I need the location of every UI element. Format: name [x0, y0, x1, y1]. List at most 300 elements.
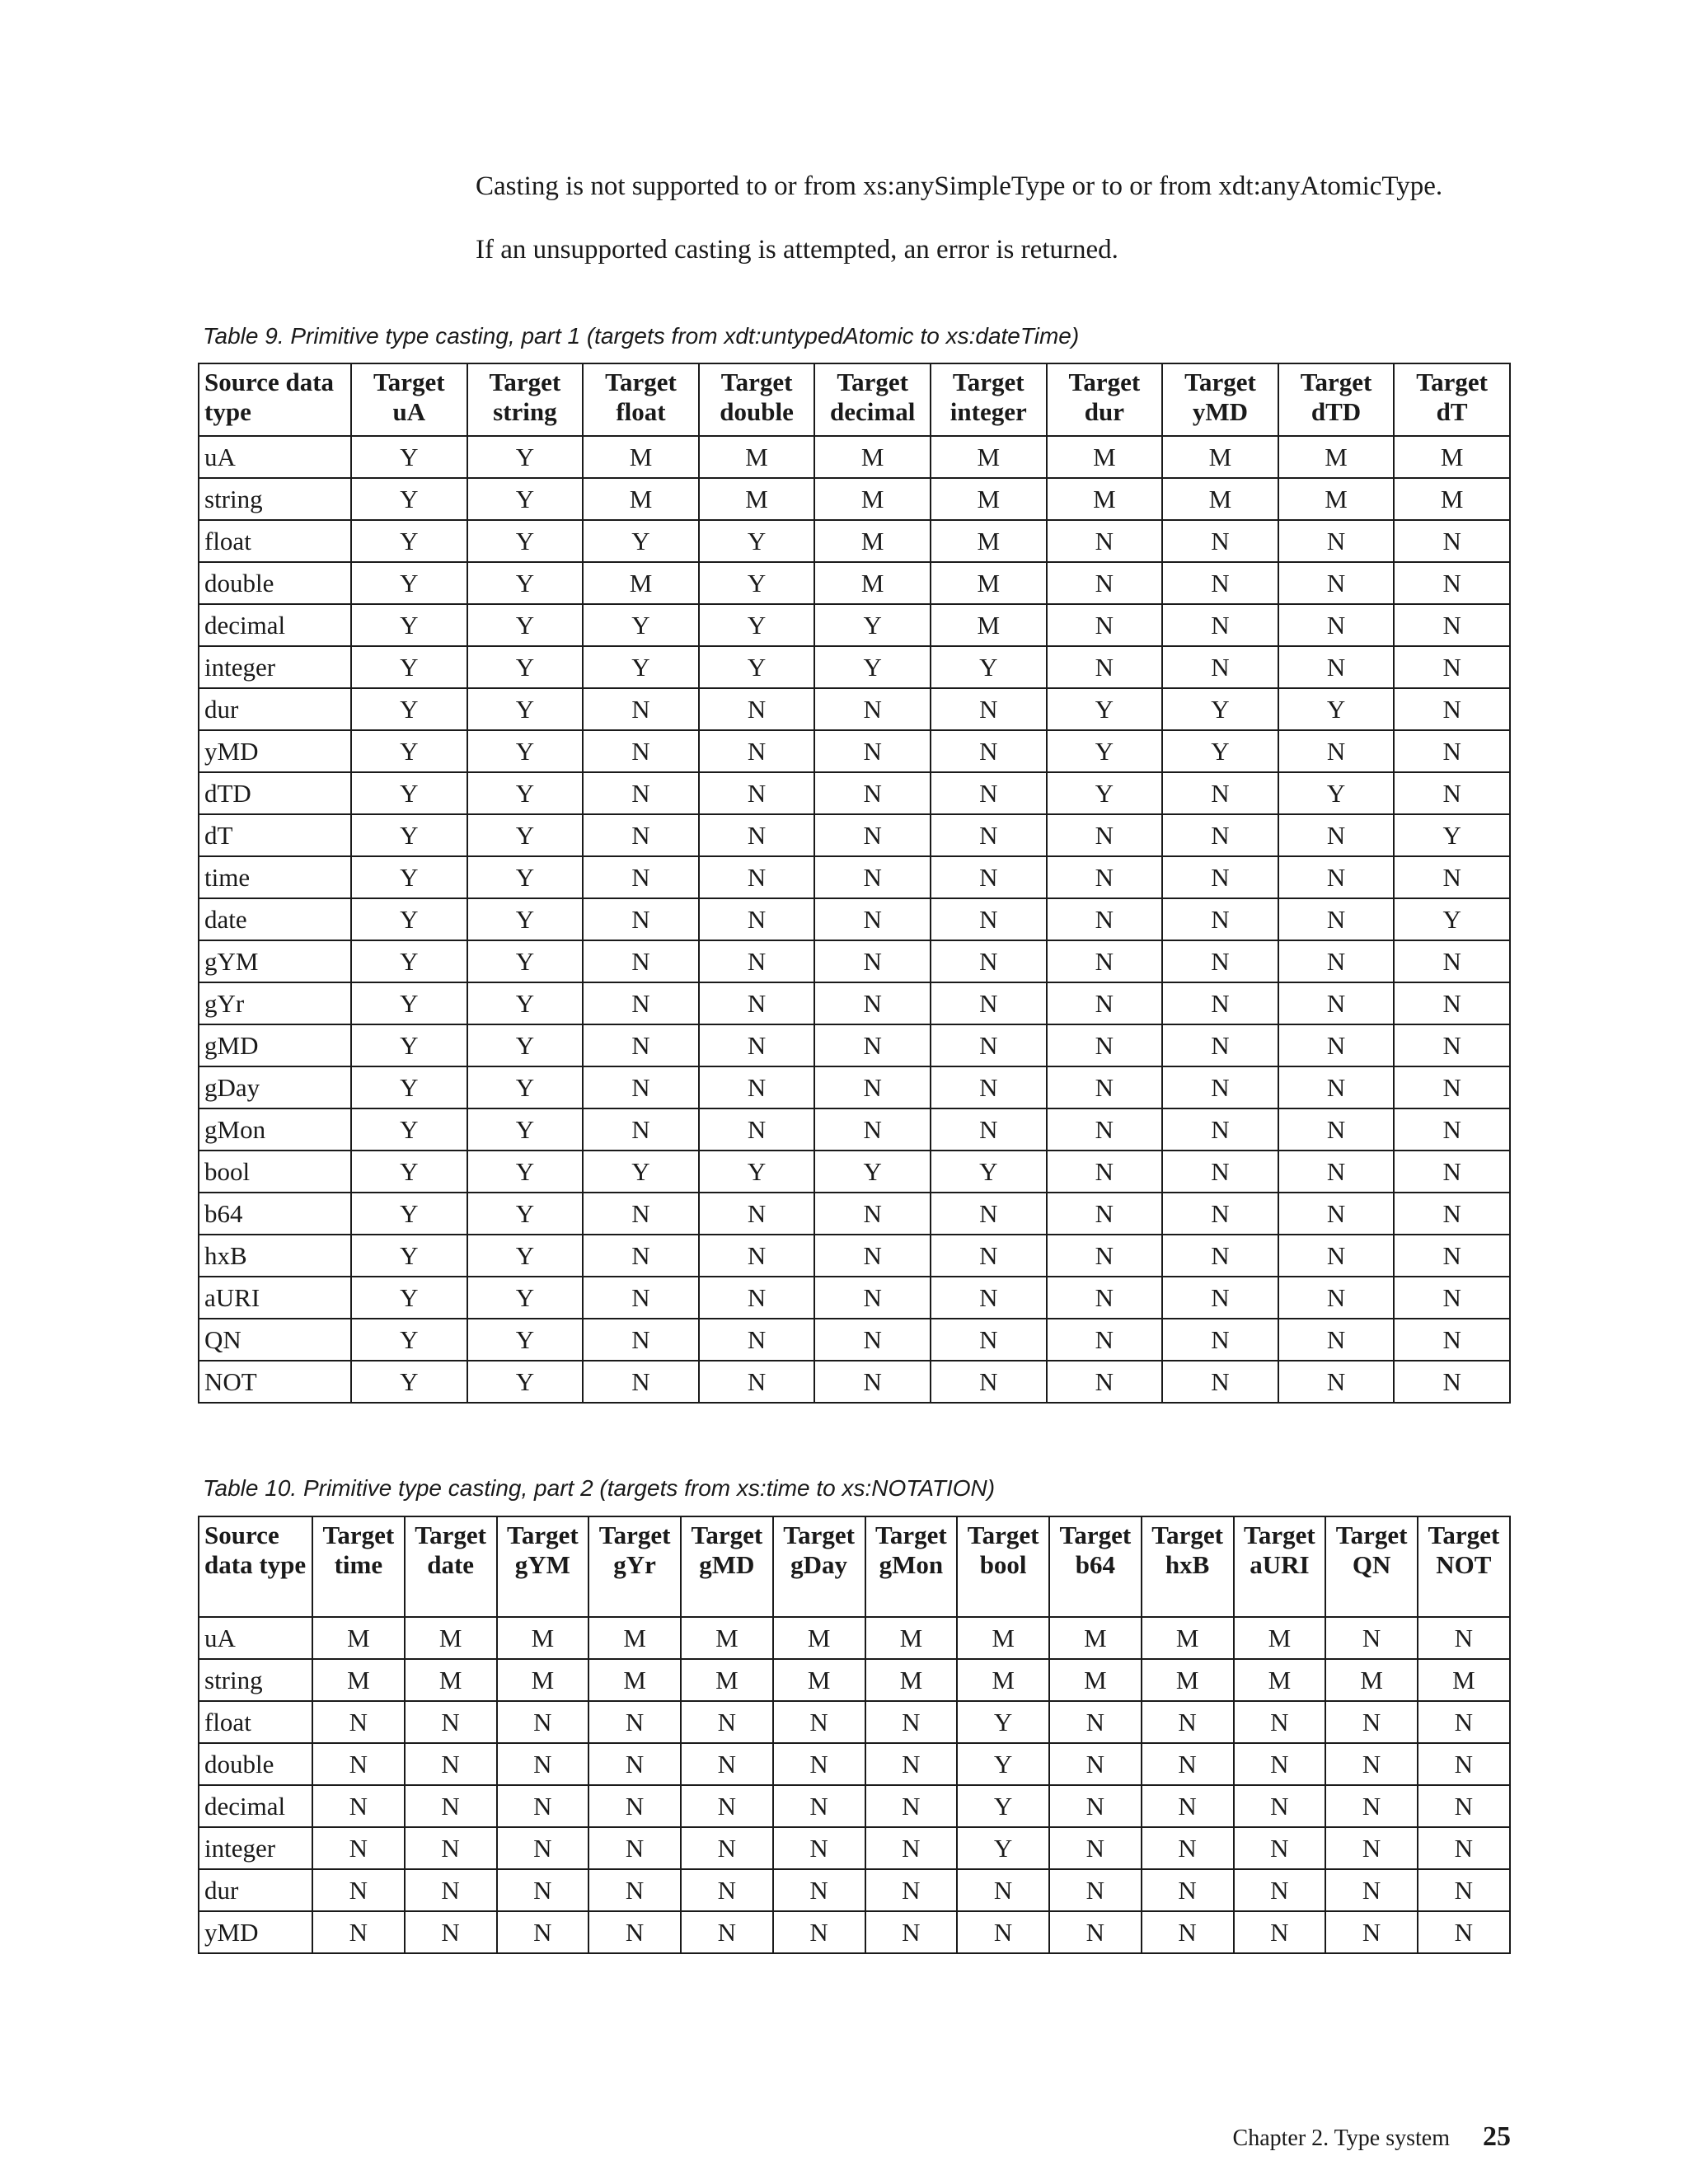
- table-row: [199, 520, 1510, 562]
- cast-value-cell: N: [588, 1701, 681, 1743]
- cast-value-cell: Y: [351, 1361, 467, 1403]
- cast-value-cell: Y: [351, 604, 467, 646]
- cast-value-cell: N: [1162, 1193, 1278, 1235]
- cast-value-cell: Y: [467, 1193, 584, 1235]
- cast-value-cell: M: [1234, 1617, 1326, 1659]
- cast-value-cell: N: [814, 688, 931, 730]
- intro-text: [476, 170, 1547, 297]
- table-row: [199, 1617, 1510, 1659]
- cast-value-cell: N: [312, 1827, 405, 1869]
- cast-value-cell: N: [1394, 646, 1510, 688]
- source-type-cell: gMon: [199, 1108, 351, 1151]
- cast-value-cell: Y: [467, 1108, 584, 1151]
- chapter-title: Chapter 2. Type system: [1232, 2125, 1450, 2151]
- cast-value-cell: Y: [351, 1151, 467, 1193]
- header-target-float: Target float: [583, 363, 699, 436]
- cast-value-cell: N: [1162, 940, 1278, 982]
- cast-value-cell: N: [1278, 898, 1395, 940]
- cast-value-cell: Y: [699, 562, 815, 604]
- cast-value-cell: Y: [1394, 898, 1510, 940]
- cast-value-cell: M: [931, 478, 1047, 520]
- cast-value-cell: N: [312, 1701, 405, 1743]
- cast-value-cell: Y: [351, 898, 467, 940]
- cast-value-cell: N: [1047, 1024, 1163, 1066]
- source-type-cell: integer: [199, 1827, 312, 1869]
- cast-value-cell: N: [1278, 1066, 1395, 1108]
- cast-value-cell: N: [699, 1066, 815, 1108]
- cast-value-cell: N: [814, 772, 931, 814]
- table-row: [199, 1277, 1510, 1319]
- cast-value-cell: N: [1234, 1827, 1326, 1869]
- intro-paragraph-2: If an unsupported casting is attempted, an error is returned.: [476, 235, 1118, 265]
- cast-value-cell: N: [773, 1743, 865, 1785]
- source-type-cell: decimal: [199, 1785, 312, 1827]
- cast-value-cell: N: [583, 1361, 699, 1403]
- cast-value-cell: Y: [467, 688, 584, 730]
- cast-value-cell: N: [1234, 1869, 1326, 1911]
- cast-value-cell: N: [1049, 1869, 1142, 1911]
- table-row: [199, 982, 1510, 1024]
- cast-value-cell: N: [1047, 604, 1163, 646]
- cast-value-cell: N: [583, 772, 699, 814]
- header-target-dur: Target dur: [1047, 363, 1163, 436]
- cast-value-cell: M: [405, 1617, 497, 1659]
- cast-value-cell: N: [1234, 1743, 1326, 1785]
- cast-value-cell: N: [1278, 940, 1395, 982]
- source-type-cell: integer: [199, 646, 351, 688]
- cast-value-cell: N: [1047, 856, 1163, 898]
- cast-value-cell: Y: [1162, 730, 1278, 772]
- cast-value-cell: Y: [583, 1151, 699, 1193]
- source-type-cell: time: [199, 856, 351, 898]
- cast-value-cell: N: [681, 1743, 773, 1785]
- cast-value-cell: N: [1047, 1319, 1163, 1361]
- cast-value-cell: M: [681, 1617, 773, 1659]
- cast-value-cell: N: [1418, 1911, 1510, 1953]
- cast-value-cell: N: [583, 940, 699, 982]
- source-type-cell: decimal: [199, 604, 351, 646]
- table-row: [199, 1827, 1510, 1869]
- cast-value-cell: M: [588, 1659, 681, 1701]
- cast-value-cell: N: [1047, 1193, 1163, 1235]
- cast-value-cell: M: [1142, 1659, 1234, 1701]
- cast-value-cell: Y: [467, 730, 584, 772]
- cast-value-cell: N: [1047, 814, 1163, 856]
- cast-value-cell: N: [1049, 1911, 1142, 1953]
- header-target-dtd: Target dTD: [1278, 363, 1395, 436]
- cast-value-cell: Y: [467, 898, 584, 940]
- source-type-cell: NOT: [199, 1361, 351, 1403]
- cast-value-cell: N: [1278, 1235, 1395, 1277]
- cast-value-cell: Y: [467, 940, 584, 982]
- cast-value-cell: N: [814, 982, 931, 1024]
- cast-value-cell: N: [1278, 1277, 1395, 1319]
- cast-value-cell: N: [583, 1024, 699, 1066]
- cast-value-cell: Y: [351, 856, 467, 898]
- cast-value-cell: N: [1047, 982, 1163, 1024]
- cast-value-cell: Y: [351, 646, 467, 688]
- cast-value-cell: N: [931, 898, 1047, 940]
- cast-value-cell: Y: [814, 1151, 931, 1193]
- cast-value-cell: N: [681, 1911, 773, 1953]
- cast-value-cell: N: [699, 772, 815, 814]
- cast-value-cell: Y: [467, 478, 584, 520]
- cast-value-cell: Y: [351, 1066, 467, 1108]
- cast-value-cell: N: [699, 898, 815, 940]
- cast-value-cell: N: [588, 1911, 681, 1953]
- cast-value-cell: N: [1394, 940, 1510, 982]
- cast-value-cell: N: [1394, 1319, 1510, 1361]
- cast-value-cell: M: [957, 1659, 1049, 1701]
- cast-value-cell: M: [1278, 478, 1395, 520]
- cast-value-cell: N: [588, 1827, 681, 1869]
- table-row: [199, 856, 1510, 898]
- cast-value-cell: N: [1049, 1785, 1142, 1827]
- cast-value-cell: N: [814, 1066, 931, 1108]
- table-row: [199, 814, 1510, 856]
- cast-value-cell: N: [814, 856, 931, 898]
- cast-value-cell: Y: [699, 1151, 815, 1193]
- cast-value-cell: N: [865, 1869, 958, 1911]
- cast-value-cell: N: [497, 1743, 589, 1785]
- cast-value-cell: Y: [467, 814, 584, 856]
- cast-value-cell: Y: [351, 436, 467, 478]
- page-footer: [1233, 2121, 1511, 2153]
- cast-value-cell: N: [1047, 1361, 1163, 1403]
- page-number: 25: [1483, 2121, 1511, 2152]
- cast-value-cell: N: [405, 1701, 497, 1743]
- cast-value-cell: N: [405, 1785, 497, 1827]
- cast-value-cell: N: [931, 1193, 1047, 1235]
- cast-value-cell: N: [1162, 898, 1278, 940]
- table-row: [199, 1024, 1510, 1066]
- cast-value-cell: Y: [957, 1785, 1049, 1827]
- source-type-cell: string: [199, 1659, 312, 1701]
- table-row: [199, 1785, 1510, 1827]
- header-target-gyr: Target gYr: [588, 1516, 681, 1617]
- cast-value-cell: N: [699, 1235, 815, 1277]
- cast-value-cell: M: [1142, 1617, 1234, 1659]
- cast-value-cell: N: [1278, 562, 1395, 604]
- cast-value-cell: N: [1325, 1869, 1418, 1911]
- cast-value-cell: Y: [931, 646, 1047, 688]
- table-row: [199, 940, 1510, 982]
- cast-value-cell: N: [497, 1701, 589, 1743]
- cast-value-cell: N: [865, 1743, 958, 1785]
- source-type-cell: dT: [199, 814, 351, 856]
- intro-paragraph-1: Casting is not supported to or from xs:anySimpleType or to or from xdt:anyAtomicType.: [476, 171, 1443, 201]
- cast-value-cell: Y: [1394, 814, 1510, 856]
- cast-value-cell: N: [814, 814, 931, 856]
- cast-value-cell: Y: [699, 646, 815, 688]
- cast-value-cell: N: [312, 1911, 405, 1953]
- cast-value-cell: Y: [467, 604, 584, 646]
- cast-value-cell: N: [1278, 604, 1395, 646]
- cast-value-cell: M: [681, 1659, 773, 1701]
- cast-value-cell: N: [583, 982, 699, 1024]
- cast-value-cell: N: [1142, 1827, 1234, 1869]
- cast-value-cell: N: [1162, 772, 1278, 814]
- cast-value-cell: N: [1394, 856, 1510, 898]
- cast-value-cell: Y: [1047, 688, 1163, 730]
- cast-value-cell: N: [681, 1827, 773, 1869]
- cast-value-cell: N: [1162, 1151, 1278, 1193]
- cast-value-cell: N: [699, 856, 815, 898]
- table-row: [199, 1361, 1510, 1403]
- cast-value-cell: N: [699, 730, 815, 772]
- cast-value-cell: N: [588, 1785, 681, 1827]
- cast-value-cell: N: [1162, 856, 1278, 898]
- header-target-hxb: Target hxB: [1142, 1516, 1234, 1617]
- cast-value-cell: M: [1394, 478, 1510, 520]
- cast-value-cell: N: [957, 1911, 1049, 1953]
- table-row: [199, 1869, 1510, 1911]
- cast-value-cell: M: [1047, 436, 1163, 478]
- header-target-gday: Target gDay: [773, 1516, 865, 1617]
- cast-value-cell: N: [1162, 1235, 1278, 1277]
- cast-value-cell: M: [773, 1617, 865, 1659]
- cast-value-cell: N: [773, 1869, 865, 1911]
- cast-value-cell: N: [1162, 1319, 1278, 1361]
- table-row: [199, 1743, 1510, 1785]
- cast-value-cell: Y: [1047, 730, 1163, 772]
- cast-value-cell: Y: [351, 772, 467, 814]
- cast-value-cell: N: [1325, 1617, 1418, 1659]
- cast-value-cell: Y: [467, 1361, 584, 1403]
- cast-value-cell: M: [1278, 436, 1395, 478]
- cast-value-cell: M: [957, 1617, 1049, 1659]
- cast-value-cell: M: [699, 478, 815, 520]
- cast-value-cell: N: [865, 1911, 958, 1953]
- cast-value-cell: N: [931, 982, 1047, 1024]
- cast-value-cell: N: [1325, 1743, 1418, 1785]
- cast-value-cell: N: [1278, 1361, 1395, 1403]
- source-type-cell: uA: [199, 1617, 312, 1659]
- cast-value-cell: N: [1278, 982, 1395, 1024]
- cast-value-cell: Y: [467, 982, 584, 1024]
- cast-value-cell: N: [931, 1108, 1047, 1151]
- table-row: [199, 1151, 1510, 1193]
- cast-value-cell: N: [814, 940, 931, 982]
- cast-value-cell: N: [814, 730, 931, 772]
- cast-value-cell: Y: [957, 1701, 1049, 1743]
- cast-value-cell: N: [931, 1235, 1047, 1277]
- cast-value-cell: Y: [583, 646, 699, 688]
- cast-value-cell: Y: [351, 730, 467, 772]
- cast-value-cell: N: [1162, 1108, 1278, 1151]
- cast-value-cell: N: [773, 1785, 865, 1827]
- cast-value-cell: N: [1418, 1743, 1510, 1785]
- cast-value-cell: N: [583, 1066, 699, 1108]
- source-type-cell: dTD: [199, 772, 351, 814]
- header-target-auri: Target aURI: [1234, 1516, 1326, 1617]
- header-target-ymd: Target yMD: [1162, 363, 1278, 436]
- cast-value-cell: N: [1162, 520, 1278, 562]
- cast-value-cell: N: [699, 814, 815, 856]
- source-type-cell: gYr: [199, 982, 351, 1024]
- cast-value-cell: N: [312, 1869, 405, 1911]
- cast-value-cell: M: [814, 562, 931, 604]
- cast-value-cell: N: [405, 1869, 497, 1911]
- cast-value-cell: N: [699, 982, 815, 1024]
- cast-value-cell: Y: [467, 1277, 584, 1319]
- cast-value-cell: N: [865, 1785, 958, 1827]
- source-type-cell: double: [199, 562, 351, 604]
- cast-value-cell: N: [865, 1827, 958, 1869]
- cast-value-cell: Y: [467, 772, 584, 814]
- cast-value-cell: N: [699, 1361, 815, 1403]
- table-row: [199, 898, 1510, 940]
- cast-value-cell: N: [1234, 1911, 1326, 1953]
- cast-value-cell: Y: [467, 562, 584, 604]
- cast-value-cell: N: [931, 1066, 1047, 1108]
- cast-value-cell: N: [814, 1361, 931, 1403]
- cast-value-cell: N: [1325, 1701, 1418, 1743]
- cast-value-cell: N: [681, 1701, 773, 1743]
- cast-value-cell: Y: [467, 1151, 584, 1193]
- cast-value-cell: Y: [351, 1108, 467, 1151]
- header-target-dt: Target dT: [1394, 363, 1510, 436]
- cast-value-cell: M: [497, 1617, 589, 1659]
- cast-value-cell: N: [814, 1235, 931, 1277]
- cast-value-cell: N: [1394, 772, 1510, 814]
- table-row: [199, 1108, 1510, 1151]
- cast-value-cell: M: [1234, 1659, 1326, 1701]
- cast-value-cell: N: [1325, 1911, 1418, 1953]
- cast-value-cell: M: [1162, 478, 1278, 520]
- cast-value-cell: N: [1418, 1869, 1510, 1911]
- cast-value-cell: Y: [931, 1151, 1047, 1193]
- cast-value-cell: N: [1049, 1743, 1142, 1785]
- cast-value-cell: N: [814, 1319, 931, 1361]
- cast-value-cell: N: [1325, 1785, 1418, 1827]
- cast-value-cell: N: [1162, 1277, 1278, 1319]
- cast-value-cell: Y: [814, 646, 931, 688]
- cast-value-cell: Y: [583, 604, 699, 646]
- cast-value-cell: M: [814, 520, 931, 562]
- header-target-b64: Target b64: [1049, 1516, 1142, 1617]
- source-type-cell: string: [199, 478, 351, 520]
- cast-value-cell: N: [1418, 1785, 1510, 1827]
- cast-value-cell: N: [1162, 562, 1278, 604]
- cast-value-cell: M: [583, 436, 699, 478]
- cast-value-cell: Y: [351, 1277, 467, 1319]
- cast-value-cell: Y: [1047, 772, 1163, 814]
- cast-value-cell: N: [1047, 1066, 1163, 1108]
- cast-value-cell: N: [681, 1785, 773, 1827]
- cast-value-cell: N: [1142, 1911, 1234, 1953]
- cast-value-cell: N: [1142, 1701, 1234, 1743]
- cast-value-cell: N: [681, 1869, 773, 1911]
- cast-value-cell: Y: [351, 688, 467, 730]
- header-target-bool: Target bool: [957, 1516, 1049, 1617]
- cast-value-cell: N: [588, 1869, 681, 1911]
- casting-table-part-1: [198, 363, 1511, 1404]
- cast-value-cell: N: [312, 1785, 405, 1827]
- cast-value-cell: N: [1234, 1701, 1326, 1743]
- cast-value-cell: N: [1162, 604, 1278, 646]
- header-target-double: Target double: [699, 363, 815, 436]
- cast-value-cell: Y: [351, 1024, 467, 1066]
- cast-value-cell: N: [312, 1743, 405, 1785]
- cast-value-cell: Y: [467, 856, 584, 898]
- cast-value-cell: N: [1394, 562, 1510, 604]
- cast-value-cell: M: [583, 562, 699, 604]
- casting-table-part-2: [198, 1516, 1511, 1954]
- cast-value-cell: Y: [351, 940, 467, 982]
- cast-value-cell: N: [1278, 1319, 1395, 1361]
- cast-value-cell: N: [1418, 1701, 1510, 1743]
- cast-value-cell: N: [1394, 604, 1510, 646]
- cast-value-cell: Y: [699, 520, 815, 562]
- header-source-data-type: Source data type: [199, 363, 351, 436]
- cast-value-cell: N: [583, 1319, 699, 1361]
- cast-value-cell: N: [1047, 898, 1163, 940]
- cast-value-cell: M: [931, 520, 1047, 562]
- cast-value-cell: N: [1162, 1361, 1278, 1403]
- cast-value-cell: N: [931, 1277, 1047, 1319]
- cast-value-cell: Y: [1278, 772, 1395, 814]
- cast-value-cell: N: [583, 1108, 699, 1151]
- cast-value-cell: N: [1394, 1235, 1510, 1277]
- cast-value-cell: N: [1278, 520, 1395, 562]
- cast-value-cell: Y: [957, 1743, 1049, 1785]
- cast-value-cell: N: [1049, 1827, 1142, 1869]
- cast-value-cell: Y: [957, 1827, 1049, 1869]
- cast-value-cell: N: [1325, 1827, 1418, 1869]
- cast-value-cell: M: [1325, 1659, 1418, 1701]
- cast-value-cell: N: [497, 1911, 589, 1953]
- cast-value-cell: N: [583, 1235, 699, 1277]
- cast-value-cell: M: [814, 436, 931, 478]
- cast-value-cell: N: [1047, 1277, 1163, 1319]
- source-type-cell: uA: [199, 436, 351, 478]
- cast-value-cell: N: [931, 814, 1047, 856]
- cast-value-cell: N: [957, 1869, 1049, 1911]
- cast-value-cell: N: [583, 814, 699, 856]
- cast-value-cell: N: [931, 1361, 1047, 1403]
- cast-value-cell: M: [1162, 436, 1278, 478]
- cast-value-cell: Y: [1278, 688, 1395, 730]
- cast-value-cell: N: [1394, 1024, 1510, 1066]
- cast-value-cell: Y: [467, 1066, 584, 1108]
- table-row: [199, 1066, 1510, 1108]
- cast-value-cell: N: [1162, 1066, 1278, 1108]
- table-row: [199, 478, 1510, 520]
- cast-value-cell: N: [1394, 1066, 1510, 1108]
- cast-value-cell: M: [931, 562, 1047, 604]
- cast-value-cell: N: [1278, 856, 1395, 898]
- cast-value-cell: M: [405, 1659, 497, 1701]
- table-row: [199, 772, 1510, 814]
- source-type-cell: yMD: [199, 1911, 312, 1953]
- cast-value-cell: M: [931, 436, 1047, 478]
- cast-value-cell: N: [1142, 1743, 1234, 1785]
- cast-value-cell: Y: [351, 1235, 467, 1277]
- cast-value-cell: N: [1394, 1277, 1510, 1319]
- table-row: [199, 1911, 1510, 1953]
- table-row: [199, 562, 1510, 604]
- cast-value-cell: N: [497, 1869, 589, 1911]
- cast-value-cell: Y: [351, 982, 467, 1024]
- table-row: [199, 1193, 1510, 1235]
- cast-value-cell: M: [312, 1617, 405, 1659]
- cast-value-cell: N: [1278, 1151, 1395, 1193]
- table-9-caption: Table 9. Primitive type casting, part 1 (targets from xdt:untypedAtomic to xs:dateTime): [203, 323, 1080, 349]
- cast-value-cell: N: [583, 898, 699, 940]
- cast-value-cell: N: [1162, 814, 1278, 856]
- cast-value-cell: Y: [467, 520, 584, 562]
